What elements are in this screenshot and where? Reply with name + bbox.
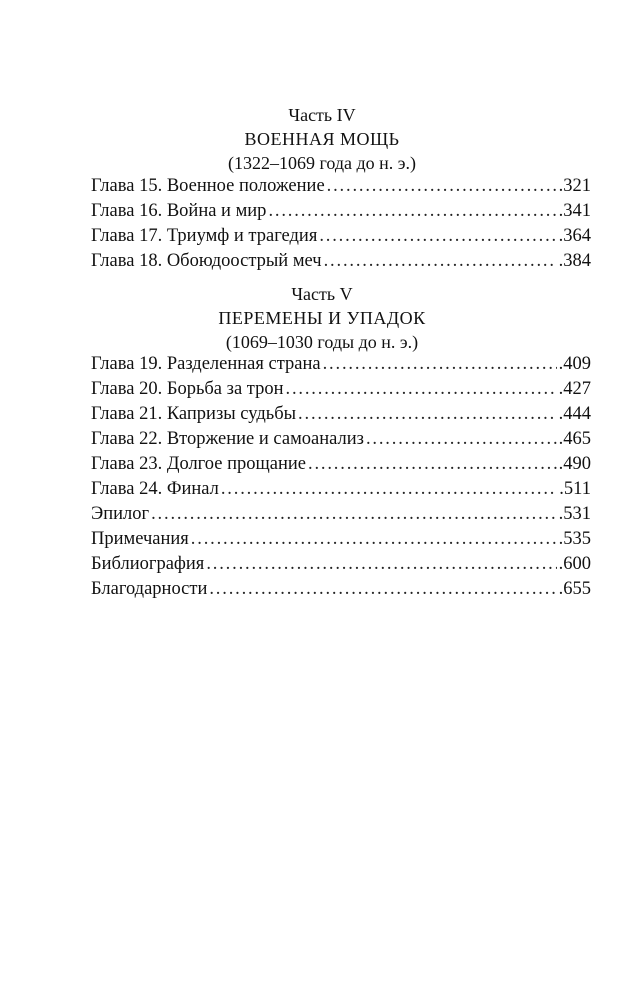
entry-title: Глава 21. Капризы судьбы [91, 404, 297, 424]
toc-entry[interactable] [91, 554, 591, 579]
dot-leader [191, 529, 557, 550]
entry-title: Примечания [91, 529, 189, 549]
toc-list [91, 176, 591, 276]
dot-leader [221, 479, 557, 500]
entry-title: Глава 18. Обоюдоострый меч [91, 251, 322, 271]
entry-title: Глава 17. Триумф и трагедия [91, 226, 318, 246]
entry-page: .427 [558, 379, 591, 399]
entry-page: .341 [558, 201, 591, 221]
toc-entry[interactable] [91, 504, 591, 529]
dot-leader [323, 354, 557, 375]
entry-title: Глава 23. Долгое прощание [91, 454, 306, 474]
toc-entry[interactable] [91, 429, 591, 454]
toc-entry[interactable] [91, 379, 591, 404]
dot-leader [319, 226, 556, 247]
dot-leader [206, 554, 556, 575]
toc-entry[interactable] [91, 454, 591, 479]
toc-entry[interactable] [91, 226, 591, 251]
entry-page: .531 [558, 504, 591, 524]
entry-title: Глава 19. Разделенная страна [91, 354, 321, 374]
entry-page: .511 [559, 479, 591, 499]
toc-entry[interactable] [91, 201, 591, 226]
entry-page: .409 [558, 354, 591, 374]
toc-list [91, 354, 591, 604]
entry-title: Глава 24. Финал [91, 479, 219, 499]
part-title: ВОЕННАЯ МОЩЬ [244, 129, 400, 149]
dot-leader [308, 454, 557, 475]
part-heading [0, 282, 644, 354]
entry-title: Глава 16. Война и мир [91, 201, 267, 221]
dot-leader [324, 251, 557, 272]
dot-leader [151, 504, 557, 525]
entry-page: .444 [558, 404, 591, 424]
entry-page: .490 [558, 454, 591, 474]
toc-entry[interactable] [91, 354, 591, 379]
entry-title: Библиография [91, 554, 205, 574]
entry-title: Глава 20. Борьба за трон [91, 379, 284, 399]
part-label: Часть IV [288, 105, 356, 125]
entry-title: Глава 15. Военное положение [91, 176, 325, 196]
part-heading [0, 103, 644, 175]
entry-page: .655 [558, 579, 591, 599]
toc-entry[interactable] [91, 479, 591, 504]
part-label: Часть V [291, 284, 353, 304]
entry-page: .321 [558, 176, 591, 196]
toc-entry[interactable] [91, 579, 591, 604]
dot-leader [298, 404, 557, 425]
entry-page: .364 [558, 226, 591, 246]
entry-title: Глава 22. Вторжение и самоанализ [91, 429, 364, 449]
entry-page: .465 [558, 429, 591, 449]
dot-leader [327, 176, 557, 197]
dot-leader [209, 579, 556, 600]
toc-entry[interactable] [91, 404, 591, 429]
entry-title: Благодарности [91, 579, 208, 599]
part-years: (1322–1069 года до н. э.) [227, 153, 417, 173]
toc-entry[interactable] [91, 176, 591, 201]
part-title: ПЕРЕМЕНЫ И УПАДОК [218, 308, 426, 328]
entry-page: .535 [558, 529, 591, 549]
dot-leader [286, 379, 557, 400]
toc-entry[interactable] [91, 251, 591, 276]
dot-leader [268, 201, 556, 222]
part-years: (1069–1030 годы до н. э.) [225, 332, 419, 352]
toc-entry[interactable] [91, 529, 591, 554]
dot-leader [366, 429, 557, 450]
entry-title: Эпилог [91, 504, 150, 524]
entry-page: .600 [558, 554, 591, 574]
entry-page: .384 [558, 251, 591, 271]
